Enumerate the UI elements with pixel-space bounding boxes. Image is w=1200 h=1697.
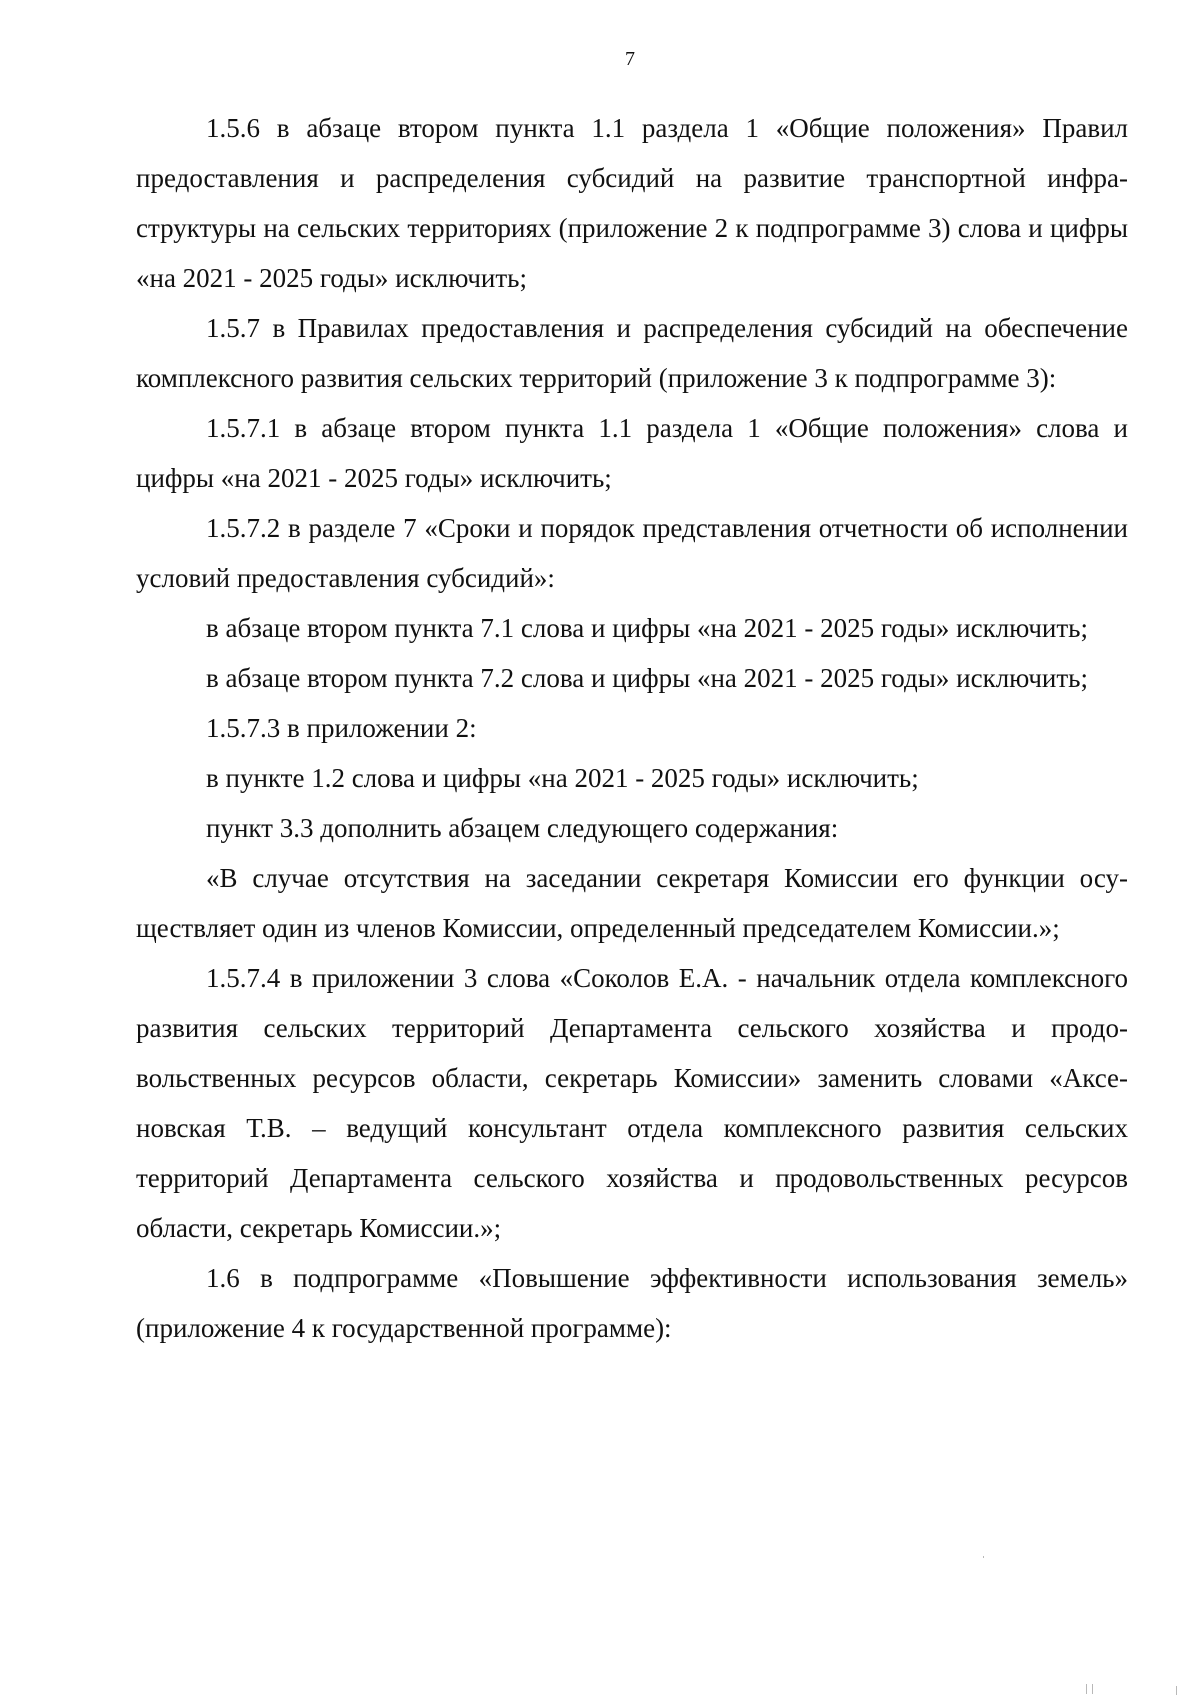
document-body — [136, 103, 1128, 1353]
paragraph-item-7-2: в абзаце втором пункта 7.2 слова и цифры «на 2021 - 2025 годы» исключить; — [206, 663, 1088, 693]
paragraph-quote-commission: «В случае отсутствия на заседании секретаря Комиссии его функции осуществляет один из членов Комиссии, определенный председателем Комиссии.»; — [136, 863, 1128, 943]
paragraph-1-5-7: 1.5.7 в Правилах предоставления и распределения субсидий на обеспечение комплексного развития сельских территорий (приложение 3 к подпрограмме 3): — [136, 313, 1128, 393]
paragraph-1-5-7-4: 1.5.7.4 в приложении 3 слова «Соколов Е.А. - начальник отдела комплексного развития сельских территорий Департамента сельского хозяйства и продовольственных ресурсов области, секретарь Комиссии» заменить словами «Аксеновская Т.В. – ведущий консультант отдела комплексного развития сельских территорий Департамента сельского хозяйства и продовольственных ресурсов области, секретарь Комиссии.»; — [136, 963, 1128, 1243]
paragraph-1-5-7-1: 1.5.7.1 в абзаце втором пункта 1.1 раздела 1 «Общие положения» слова и цифры «на 2021 - 2025 годы» исключить; — [136, 413, 1128, 493]
scan-mark — [983, 1556, 984, 1558]
paragraph-1-5-7-2: 1.5.7.2 в разделе 7 «Сроки и порядок представления отчетности об исполнении условий предоставления субсидий»: — [136, 513, 1128, 593]
paragraph-item-7-1: в абзаце втором пункта 7.1 слова и цифры «на 2021 - 2025 годы» исключить; — [206, 613, 1088, 643]
page-number: 7 — [625, 48, 635, 70]
scan-mark — [1176, 1686, 1177, 1695]
paragraph-1-6: 1.6 в подпрограмме «Повышение эффективности использования земель» (приложение 4 к государственной программе): — [136, 1263, 1128, 1343]
paragraph-1-5-6: 1.5.6 в абзаце втором пункта 1.1 раздела 1 «Общие положения» Правил предоставления и распределения субсидий на развитие транспортной инфраструктуры на сельских территориях (приложение 2 к подпрограмме 3) слова и цифры «на 2021 - 2025 годы» исключить; — [136, 113, 1128, 293]
scan-mark — [1092, 1684, 1093, 1694]
paragraph-item-1-2: в пункте 1.2 слова и цифры «на 2021 - 2025 годы» исключить; — [206, 763, 919, 793]
scan-mark — [1086, 1684, 1087, 1694]
paragraph-item-3-3: пункт 3.3 дополнить абзацем следующего содержания: — [206, 813, 839, 843]
paragraph-1-5-7-3: 1.5.7.3 в приложении 2: — [206, 713, 477, 743]
